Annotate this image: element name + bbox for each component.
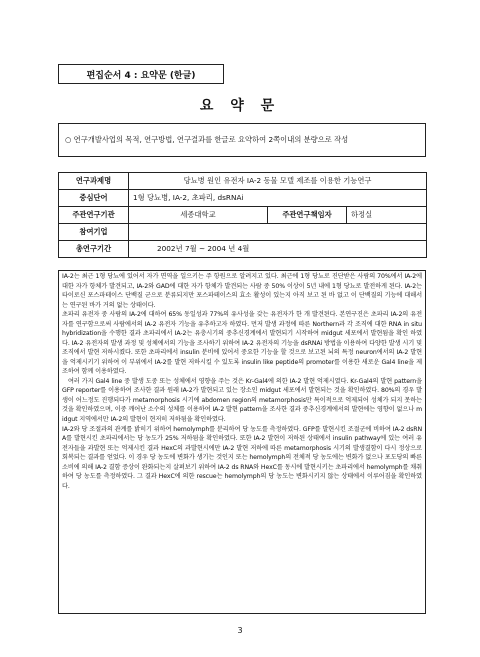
page-number: 3 — [237, 626, 243, 635]
page-title: 요 약 문 — [199, 98, 281, 114]
participating-value — [129, 224, 427, 241]
table-row — [59, 207, 427, 224]
edit-order-box: 편집순서 4 : 요약문 (한글) — [58, 64, 224, 84]
participating-label: 참여기업 — [59, 224, 129, 241]
abstract-paragraph: IA-2와 당 조절과의 관계를 밝히기 위하여 hemolymph를 분리하여 당 농도를 측정하였다. GFP를 발현시킨 조절군에 비하여 IA-2 dsRNA를 발현시킨 초파리에서는 당 농도가 25% 저하됨을 확인하였다. 또한 IA-2 발현이 저하된 상태에서 insulin pathway에 있는 여러 유전자들을 과발현 또는 억제시킨 결과 HexC의 과발현시에만 IA-2 발현 저하에 따른 metamorphosis 시기의 발생결함이 다시 정상으로 회복되는 결과를 얻었다. 이 경우 당 농도에 변화가 생기는 것인지 또는 hemolymph의 전체적 당 농도에는 변화가 없으나 포도당의 빠른 소비에 의해 IA-2 결함 증상이 완화되는지 살펴보기 위하여 IA-2 ds RNA와 HexC를 동시에 발현시키는 초파리에서 hemolymph를 채취하여 당 농도를 측정하였다. 그 결과 HexC에 의한 rescue는 hemolymph의 당 농도는 변화시키지 않는 상태에서 이루어짐을 확인하였다. — [62, 425, 422, 490]
table-row — [59, 241, 427, 258]
lead-org-value: 세종대학교 — [129, 207, 268, 224]
period-label: 총연구기간 — [59, 241, 129, 258]
lead-org-label: 주관연구기관 — [59, 207, 129, 224]
instruction-box: ○ 연구개발사업의 목적, 연구방법, 연구결과를 한글로 요약하여 2쪽이내의 분량으로 작성 — [58, 123, 426, 157]
keywords-label: 중심단어 — [59, 190, 129, 207]
pi-label: 주관연구책임자 — [268, 207, 347, 224]
keywords-value: 1형 당뇨병, IA-2, 초파리, dsRNAi — [129, 190, 427, 207]
project-title-label: 연구과제명 — [59, 173, 129, 190]
table-row — [59, 190, 427, 207]
abstract-box — [58, 270, 426, 614]
abstract-paragraph: 여러 가지 Gal4 line 중 발생 도중 또는 성체에서 영향을 주는 것은 Kr-Gal4에 의한 IA-2 발현 억제시였다. Kr-Gal4의 발현 pattern을 GFP reporter를 이용하여 조사한 결과 원래 IA-2가 발현되고 있는 장소인 midgut 세포에서 발현되는 것을 확인하였다. 80%의 경우 발생이 어느정도 진행되다가 metamorphosis 시기에 abdomen region의 metamorphosis만 특이적으로 억제되어 성체가 되지 못하는 것을 확인하였으며, 이중 깨어난 소수의 성체를 이용하여 IA-2 발현 pattern을 조사한 결과 중추신경계에서의 발현에는 영향이 없으나 midgut 지역에서만 IA-2의 발현이 현저히 저하됨을 확인하였다. — [62, 377, 422, 423]
abstract-paragraph: IA-2는 최근 1형 당뇨에 있어서 자가 면역을 일으키는 주 항원으로 알려지고 있다. 최근에 1형 당뇨로 진단받은 사람의 70%에서 IA-2에 대한 자가 항체가 발견되고, IA-2와 GAD에 대한 자가 항체가 발견되는 사람 중 50% 이상이 5년 내에 1형 당뇨로 발전하게 된다. IA-2는 타이로신 포스파테이스 단백질 군으로 분류되지만 포스파테이스의 효소 활성이 있는지 아직 보고 된 바 없고 이 단백질의 기능에 대해서는 연구된 바가 거의 없는 상태이다. — [62, 273, 422, 309]
table-row — [59, 173, 427, 190]
pi-value: 하정실 — [347, 207, 427, 224]
table-row — [59, 224, 427, 241]
abstract-paragraph: 초파리 유전자 중 사람의 IA-2에 대하여 65% 동일성과 77%의 유사성을 갖는 유전자가 한 개 발견된다. 본연구진은 초파리 IA-2의 유전자를 연구함으로써 사람에서의 IA-2 유전자 기능을 유추하고자 하였다. 먼저 발생 과정에 따른 Northern과 각 조직에 대한 RNA in situ hybridization을 수행한 결과 초파리에서 IA-2는 유충시기의 중추신경계에서 발현되기 시작하여 midgut 세포에서 발현됨을 확인 하였다. IA-2 유전자의 발생 과정 및 성체에서의 기능을 조사하기 위하여 IA-2 유전자의 기능을 dsRNAi 방법을 이용하여 다양한 발생 시기 및 조직에서 발현 저하시켰다. 또한 초파리에서 insulin 분비에 있어서 중요한 기능을 할 것으로 보고된 뇌의 특정 neuron에서의 IA-2 발현을 억제시키기 위하여 이 부위에서 IA-2를 발현 저하시킬 수 있도록 insulin like peptide의 promoter를 이용한 새로운 Gal4 line을 제조하여 함께 이용하였다. — [62, 311, 422, 376]
period-value: 2002년 7월 ~ 2004 년 4월 — [129, 241, 427, 258]
project-info-table — [58, 172, 427, 258]
project-title-value: 당뇨병 원인 유전자 IA-2 동물 모델 제조를 이용한 기능연구 — [129, 173, 427, 190]
